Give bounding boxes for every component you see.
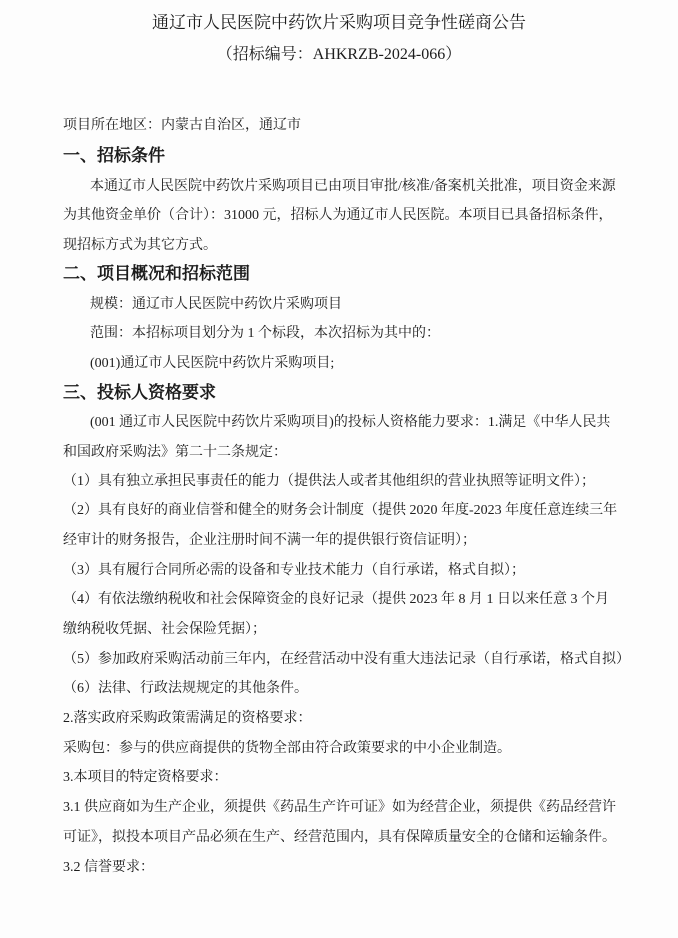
requirement-item: （4）有依法缴纳税收和社会保障资金的良好记录（提供 2023 年 8 月 1 日以来任意 3 个月 [63,592,609,607]
paragraph-line: 本通辽市人民医院中药饮片采购项目已由项目审批/核准/备案机关批准，项目资金来源 [90,179,616,194]
section-heading-2: 二、项目概况和招标范围 [63,264,250,283]
requirement-item: （6）法律、行政法规规定的其他条件。 [63,681,308,696]
paragraph-line: 为其他资金单价（合计）：31000 元，招标人为通辽市人民医院。本项目已具备招标条件， [63,208,613,223]
project-region: 项目所在地区：内蒙古自治区，通辽市 [63,118,301,133]
requirement-item: （1）具有独立承担民事责任的能力（提供法人或者其他组织的营业执照等证明文件）； [63,474,595,489]
requirement-item: （3）具有履行合同所必需的设备和专业技术能力（自行承诺，格式自拟）； [63,563,525,578]
policy-text: 采购包：参与的供应商提供的货物全部由符合政策要求的中小企业制造。 [63,741,511,756]
project-lot: (001)通辽市人民医院中药饮片采购项目; [90,356,335,371]
project-scope: 范围：本招标项目划分为 1 个标段，本次招标为其中的： [90,326,440,341]
specific-heading: 3.本项目的特定资格要求： [63,770,228,785]
project-scale: 规模：通辽市人民医院中药饮片采购项目 [90,297,342,312]
requirement-item: 经审计的财务报告，企业注册时间不满一年的提供银行资信证明）； [63,533,476,548]
section-heading-3: 三、投标人资格要求 [63,383,216,402]
document-title: 通辽市人民医院中药饮片采购项目竞争性磋商公告 [152,13,526,32]
credit-heading: 3.2 信誉要求： [63,860,154,875]
section-heading-1: 一、招标条件 [63,146,165,165]
tender-code: （招标编号：AHKRZB-2024-066） [216,46,462,63]
policy-heading: 2.落实政府采购政策需满足的资格要求： [63,711,312,726]
paragraph-line: (001 通辽市人民医院中药饮片采购项目)的投标人资格能力要求：1.满足《中华人民共 [90,415,611,430]
paragraph-line: 和国政府采购法》第二十二条规定： [63,445,287,460]
requirement-item: （5）参加政府采购活动前三年内，在经营活动中没有重大违法记录（自行承诺，格式自拟） [63,652,630,667]
requirement-item: （2）具有良好的商业信誉和健全的财务会计制度（提供 2020 年度-2023 年度任意连续三年 [63,503,618,518]
specific-line: 可证》，拟投本项目产品必须在生产、经营范围内，具有保障质量安全的仓储和运输条件。 [63,830,616,845]
requirement-item: 缴纳税收凭据、社会保险凭据）； [63,622,266,637]
specific-line: 3.1 供应商如为生产企业，须提供《药品生产许可证》如为经营企业，须提供《药品经营许 [63,800,616,815]
paragraph-line: 现招标方式为其它方式。 [63,238,217,253]
